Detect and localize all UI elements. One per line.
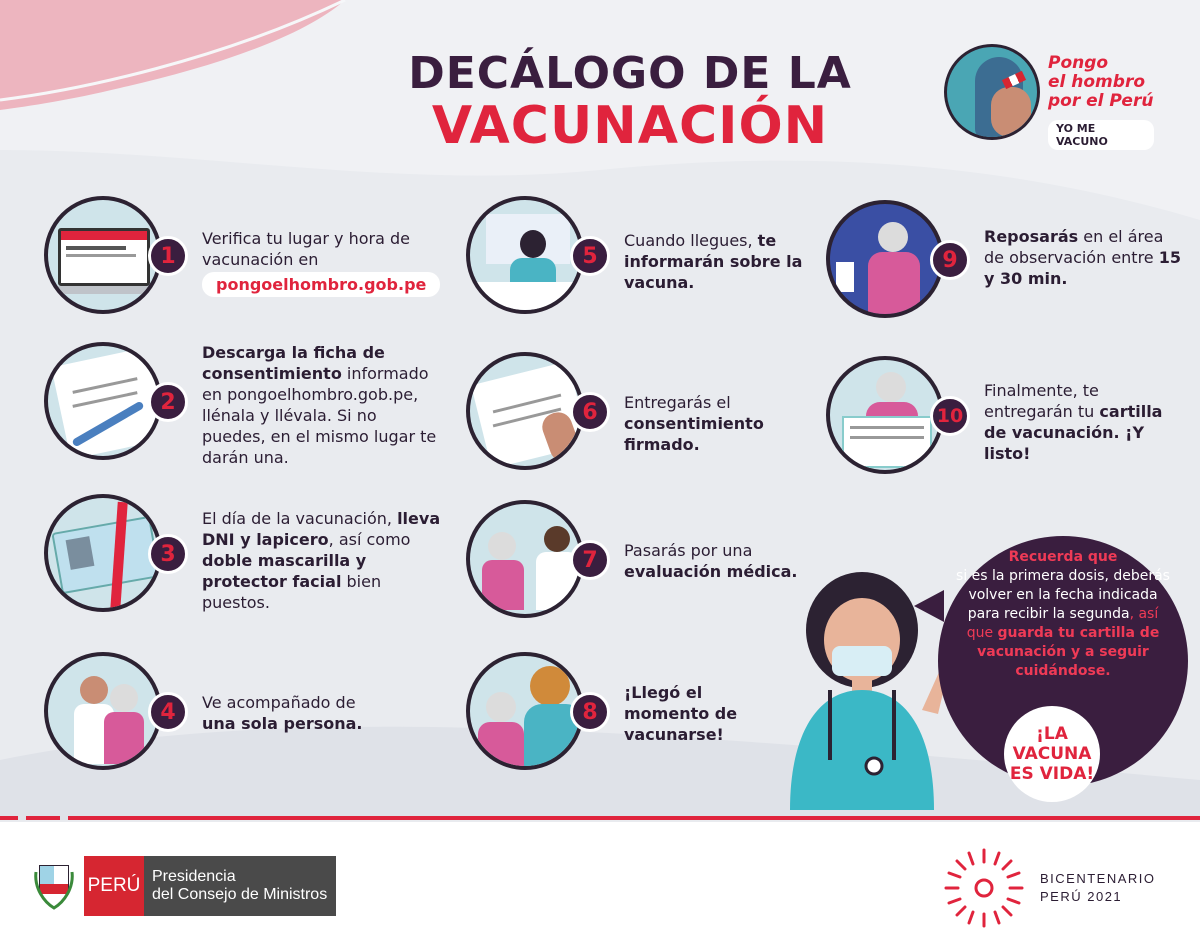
campaign-badge <box>944 44 1154 148</box>
reminder-body: si es la primera dosis, deberás volver en la fecha indicada para recibir la segunda <box>956 568 1170 622</box>
campaign-line2: el hombro <box>1048 72 1146 92</box>
bicentenario-line2: PERÚ 2021 <box>1040 889 1123 904</box>
laptop-illustration <box>44 196 162 314</box>
step-text-8: ¡Llegó el momento de vacunarse! <box>624 683 738 744</box>
campaign-slogan <box>1048 54 1158 111</box>
step-text-6: Entregarás el consentimiento firmado. <box>624 393 764 454</box>
medical-exam-illustration <box>466 500 584 618</box>
slogan-badge: ¡LA VACUNA ES VIDA! <box>1004 706 1100 802</box>
pcm-logo <box>144 856 336 916</box>
signed-form-illustration <box>466 352 584 470</box>
shoulder-icon <box>944 44 1040 140</box>
peru-logo: PERÚ <box>84 856 144 916</box>
vaccination-illustration <box>466 652 584 770</box>
observation-area-illustration <box>826 200 944 318</box>
step-number-6: 6 <box>570 392 610 432</box>
step-number-3: 3 <box>148 534 188 574</box>
consent-form-illustration <box>44 342 162 460</box>
campaign-line1: Pongo <box>1048 53 1109 73</box>
step-number-8: 8 <box>570 692 610 732</box>
reception-illustration <box>466 196 584 314</box>
dni-and-pencil-illustration <box>44 494 162 612</box>
companion-illustration <box>44 652 162 770</box>
reminder-lead: Recuerda que <box>1008 549 1118 565</box>
step-text-2: Descarga la ficha de consentimiento informado en pongoelhombro.gob.pe, llénala y llévala. Si no puedes, en el mismo lugar te darán una. <box>202 343 437 467</box>
step-number-5: 5 <box>570 236 610 276</box>
step-text-1: Verifica tu lugar y hora de vacunación en pongoelhombro.gob.pe <box>202 228 442 297</box>
page-title-line1: DECÁLOGO DE LA <box>408 48 852 99</box>
campaign-tag: YO ME VACUNO <box>1048 120 1154 150</box>
footer-divider <box>0 814 1200 822</box>
reminder-connector: , así que <box>966 606 1159 641</box>
reminder-highlight: guarda tu cartilla de vacunación y a seguir cuidándose. <box>977 625 1160 679</box>
page-title-line2: VACUNACIÓN <box>431 96 829 156</box>
speech-bubble-tail <box>914 590 944 622</box>
step-text-4: Ve acompañado de una sola persona. <box>202 693 363 733</box>
step-number-4: 4 <box>148 692 188 732</box>
peru-coat-of-arms-icon <box>34 858 74 910</box>
website-link[interactable]: pongoelhombro.gob.pe <box>202 272 440 297</box>
bicentenario-line1: BICENTENARIO <box>1040 871 1156 886</box>
step-text-3: El día de la vacunación, lleva DNI y lapicero, así como doble mascarilla y protector facial bien puestos. <box>202 509 441 612</box>
step-text-7: Pasarás por una evaluación médica. <box>624 541 798 581</box>
step-number-10: 10 <box>930 396 970 436</box>
step-text-5: Cuando llegues, te informarán sobre la vacuna. <box>624 231 803 292</box>
step-number-2: 2 <box>148 382 188 422</box>
step-text-9: Reposarás en el área de observación entre 15 y 30 min. <box>984 227 1181 288</box>
step-number-9: 9 <box>930 240 970 280</box>
bicentenario-logo <box>1040 870 1156 906</box>
vaccination-card-illustration <box>826 356 944 474</box>
step-number-7: 7 <box>570 540 610 580</box>
bicentenario-sun-icon <box>942 846 1026 930</box>
pcm-line1: Presidencia <box>152 868 236 885</box>
step-number-1: 1 <box>148 236 188 276</box>
pcm-line2: del Consejo de Ministros <box>152 886 328 903</box>
step-text-10: Finalmente, te entregarán tu cartilla de vacunación. ¡Y listo! <box>984 381 1163 463</box>
campaign-line3: por el Perú <box>1048 91 1154 111</box>
